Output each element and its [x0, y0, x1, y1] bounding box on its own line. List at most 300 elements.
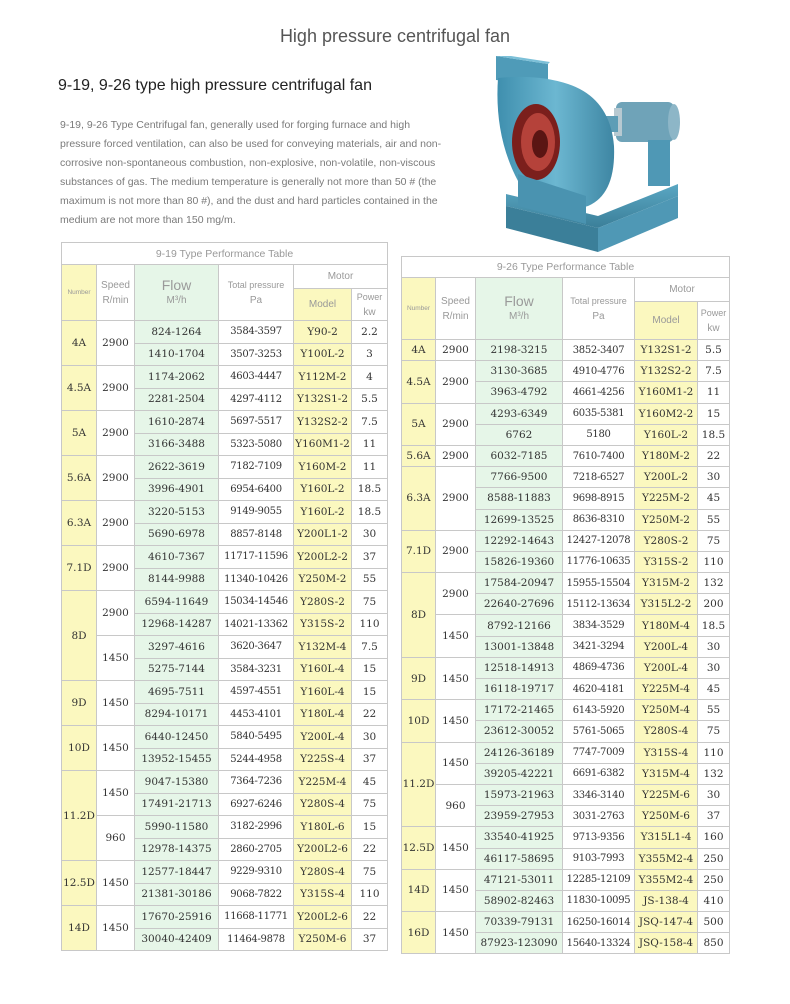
- total-pressure-header: [563, 278, 635, 340]
- pressure-cell: 7610-7400: [563, 445, 635, 466]
- power-cell: 5.5: [352, 388, 388, 411]
- fan-number-cell: 10D: [402, 700, 436, 742]
- motor-model-cell: Y315L1-4: [635, 827, 698, 848]
- product-description: 9-19, 9-26 Type Centrifugal fan, generally used for forging furnace and high pressure forced ventilation, can also be used for conveying materials, air and non-corrosive non-spontaneous combustion, non-explosive, non-volatile, non-viscous substances of gas. The medium temperature is generally not more than 50 # (the maximum is not more than 80 #), and the dust and hard particles contained in the medium are not more than 150 mg/m.: [60, 119, 442, 226]
- flow-cell: 16118-19717: [476, 679, 563, 700]
- speed-cell: 960: [436, 784, 476, 826]
- power-cell: 30: [352, 726, 388, 749]
- motor-model-cell: Y225M-4: [635, 679, 698, 700]
- model-header: Model: [294, 289, 352, 321]
- pressure-cell: 6927-6246: [219, 793, 294, 816]
- motor-model-cell: Y90-2: [294, 321, 352, 344]
- motor-model-cell: Y160L-2: [635, 424, 698, 445]
- pressure-cell: 14021-13362: [219, 613, 294, 636]
- flow-cell: 12978-14375: [135, 838, 219, 861]
- fan-number-cell: 11.2D: [402, 742, 436, 827]
- flow-cell: 12968-14287: [135, 613, 219, 636]
- flow-cell: 1174-2062: [135, 366, 219, 389]
- speed-header: [436, 278, 476, 340]
- flow-cell: 9047-15380: [135, 771, 219, 794]
- motor-model-cell: Y250M-6: [635, 806, 698, 827]
- motor-model-cell: Y315S-4: [294, 883, 352, 906]
- total-pressure-header: [219, 265, 294, 321]
- motor-model-cell: Y200L2-6: [294, 906, 352, 929]
- power-cell: 11: [352, 433, 388, 456]
- fan-number-cell: 12.5D: [62, 861, 97, 906]
- speed-header-label: Speed: [441, 295, 470, 307]
- table-row: [402, 742, 730, 763]
- power-cell: 75: [352, 591, 388, 614]
- fan-number-cell: 8D: [62, 591, 97, 681]
- pressure-cell: 11668-11771: [219, 906, 294, 929]
- pressure-cell: 15640-13324: [563, 933, 635, 954]
- flow-cell: 1610-2874: [135, 411, 219, 434]
- power-cell: 22: [352, 838, 388, 861]
- flow-cell: 824-1264: [135, 321, 219, 344]
- power-header-label: Power: [356, 291, 383, 302]
- pressure-cell: 3507-3253: [219, 343, 294, 366]
- power-cell: 160: [698, 827, 730, 848]
- speed-cell: 2900: [97, 591, 135, 636]
- pressure-cell: 4453-4101: [219, 703, 294, 726]
- power-cell: 2.2: [352, 321, 388, 344]
- pressure-cell: 4661-4256: [563, 382, 635, 403]
- table-row: [402, 361, 730, 382]
- fan-number-cell: 5.6A: [62, 456, 97, 501]
- fan-number-cell: 10D: [62, 726, 97, 771]
- table-row: [62, 816, 388, 839]
- pressure-cell: 4869-4736: [563, 657, 635, 678]
- table-row: [62, 456, 388, 479]
- power-cell: 75: [352, 793, 388, 816]
- speed-cell: 2900: [436, 340, 476, 361]
- flow-cell: 3996-4901: [135, 478, 219, 501]
- performance-table-9-19: [61, 242, 388, 951]
- power-cell: 110: [698, 742, 730, 763]
- centrifugal-fan-image: [488, 56, 694, 256]
- total-pressure-header-label: Total pressure: [227, 279, 285, 290]
- table-row: [402, 340, 730, 361]
- speed-cell: 2900: [97, 546, 135, 591]
- speed-cell: 1450: [97, 726, 135, 771]
- motor-model-cell: Y180M-4: [635, 615, 698, 636]
- table-row: [402, 573, 730, 594]
- pressure-cell: 2860-2705: [219, 838, 294, 861]
- fan-number-cell: 12.5D: [402, 827, 436, 869]
- flow-cell: 46117-58695: [476, 848, 563, 869]
- speed-cell: 2900: [97, 411, 135, 456]
- speed-cell: 1450: [97, 681, 135, 726]
- table-row: [62, 501, 388, 524]
- fan-number-cell: 7.1D: [402, 530, 436, 572]
- motor-model-cell: Y200L2-6: [294, 838, 352, 861]
- motor-model-cell: Y132S2-2: [635, 361, 698, 382]
- model-header: Model: [635, 302, 698, 340]
- flow-cell: 23959-27953: [476, 806, 563, 827]
- power-cell: 250: [698, 848, 730, 869]
- motor-model-cell: Y200L1-2: [294, 523, 352, 546]
- speed-cell: 2900: [436, 467, 476, 531]
- fan-number-cell: 9D: [402, 657, 436, 699]
- table-row: [62, 591, 388, 614]
- motor-model-cell: Y315S-2: [294, 613, 352, 636]
- table-row: [62, 726, 388, 749]
- table-caption-9-19: 9-19 Type Performance Table: [62, 243, 388, 265]
- fan-number-cell: 9D: [62, 681, 97, 726]
- motor-model-cell: Y225M-4: [294, 771, 352, 794]
- motor-model-cell: Y160L-4: [294, 658, 352, 681]
- pressure-cell: 12285-12109: [563, 869, 635, 890]
- pressure-cell: 9229-9310: [219, 861, 294, 884]
- pressure-cell: 11830-10095: [563, 890, 635, 911]
- pressure-cell: 3852-3407: [563, 340, 635, 361]
- pressure-cell: 3584-3597: [219, 321, 294, 344]
- power-cell: 11: [352, 456, 388, 479]
- motor-model-cell: Y132M-4: [294, 636, 352, 659]
- flow-cell: 13952-15455: [135, 748, 219, 771]
- power-cell: 30: [698, 784, 730, 805]
- pressure-cell: 12427-12078: [563, 530, 635, 551]
- motor-model-cell: Y315S-2: [635, 551, 698, 572]
- total-pressure-header-label: Total pressure: [570, 295, 627, 306]
- flow-cell: 17670-25916: [135, 906, 219, 929]
- table-row: [62, 861, 388, 884]
- power-cell: 75: [698, 530, 730, 551]
- fan-number-cell: 4.5A: [62, 366, 97, 411]
- pressure-cell: 6691-6382: [563, 763, 635, 784]
- power-cell: 55: [352, 568, 388, 591]
- flow-cell: 8294-10171: [135, 703, 219, 726]
- flow-cell: 3130-3685: [476, 361, 563, 382]
- power-cell: 410: [698, 890, 730, 911]
- motor-model-cell: Y160L-4: [294, 681, 352, 704]
- pressure-cell: 6035-5381: [563, 403, 635, 424]
- fan-number-cell: 6.3A: [402, 467, 436, 531]
- power-cell: 11: [698, 382, 730, 403]
- pressure-cell: 4297-4112: [219, 388, 294, 411]
- power-header-label: Power: [700, 307, 727, 318]
- flow-cell: 4695-7511: [135, 681, 219, 704]
- power-cell: 22: [352, 906, 388, 929]
- power-cell: 45: [698, 488, 730, 509]
- table-row: [402, 827, 730, 848]
- speed-cell: 1450: [436, 912, 476, 954]
- flow-cell: 15826-19360: [476, 551, 563, 572]
- power-header: [698, 302, 730, 340]
- speed-cell: 2900: [97, 321, 135, 366]
- power-header: [352, 289, 388, 321]
- pressure-cell: 16250-16014: [563, 912, 635, 933]
- motor-model-cell: Y160L-2: [294, 478, 352, 501]
- flow-cell: 12699-13525: [476, 509, 563, 530]
- speed-cell: 1450: [97, 861, 135, 906]
- flow-cell: 1410-1704: [135, 343, 219, 366]
- flow-cell: 2198-3215: [476, 340, 563, 361]
- motor-model-cell: Y132S2-2: [294, 411, 352, 434]
- motor-model-cell: Y315L2-2: [635, 594, 698, 615]
- pressure-cell: 3620-3647: [219, 636, 294, 659]
- power-cell: 132: [698, 573, 730, 594]
- power-cell: 30: [698, 636, 730, 657]
- pressure-cell: 3346-3140: [563, 784, 635, 805]
- motor-model-cell: Y225S-4: [294, 748, 352, 771]
- table-row: [62, 771, 388, 794]
- motor-model-cell: Y200L-4: [635, 636, 698, 657]
- power-unit: kw: [363, 306, 376, 318]
- pressure-cell: 3834-3529: [563, 615, 635, 636]
- motor-model-cell: Y280S-4: [635, 721, 698, 742]
- motor-model-cell: Y250M-4: [635, 700, 698, 721]
- pressure-cell: 8857-8148: [219, 523, 294, 546]
- power-unit: kw: [707, 322, 720, 334]
- power-cell: 850: [698, 933, 730, 954]
- power-cell: 37: [352, 748, 388, 771]
- table-row: [402, 530, 730, 551]
- power-cell: 250: [698, 869, 730, 890]
- table-row: [62, 366, 388, 389]
- pressure-cell: 5180: [563, 424, 635, 445]
- pressure-cell: 15034-14546: [219, 591, 294, 614]
- motor-model-cell: Y225M-2: [635, 488, 698, 509]
- power-cell: 22: [698, 445, 730, 466]
- flow-cell: 39205-42221: [476, 763, 563, 784]
- motor-header: Motor: [635, 278, 730, 302]
- flow-cell: 3963-4792: [476, 382, 563, 403]
- flow-cell: 12518-14913: [476, 657, 563, 678]
- motor-model-cell: Y160M2-2: [635, 403, 698, 424]
- pressure-cell: 5697-5517: [219, 411, 294, 434]
- flow-header-label: Flow: [504, 292, 534, 309]
- power-cell: 55: [698, 700, 730, 721]
- flow-cell: 7766-9500: [476, 467, 563, 488]
- flow-cell: 4610-7367: [135, 546, 219, 569]
- pressure-cell: 5761-5065: [563, 721, 635, 742]
- speed-unit: R/min: [102, 294, 129, 306]
- flow-header-label: Flow: [161, 276, 192, 293]
- pressure-cell: 3031-2763: [563, 806, 635, 827]
- flow-unit: M³/h: [509, 310, 529, 322]
- fan-number-cell: 8D: [402, 573, 436, 658]
- table-row: [402, 403, 730, 424]
- power-cell: 30: [698, 657, 730, 678]
- flow-cell: 47121-53011: [476, 869, 563, 890]
- speed-cell: 2900: [436, 403, 476, 445]
- power-cell: 30: [352, 523, 388, 546]
- flow-cell: 8588-11883: [476, 488, 563, 509]
- table-row: [62, 321, 388, 344]
- table-row: [402, 615, 730, 636]
- table-row: [62, 681, 388, 704]
- speed-cell: 960: [97, 816, 135, 861]
- flow-cell: 24126-36189: [476, 742, 563, 763]
- motor-model-cell: Y160M-2: [294, 456, 352, 479]
- flow-cell: 70339-79131: [476, 912, 563, 933]
- table-row: [62, 546, 388, 569]
- pressure-cell: 9103-7993: [563, 848, 635, 869]
- pressure-cell: 11717-11596: [219, 546, 294, 569]
- pressure-unit: Pa: [592, 310, 605, 322]
- motor-model-cell: Y160M1-2: [635, 382, 698, 403]
- speed-cell: 1450: [436, 869, 476, 911]
- motor-model-cell: Y315M-4: [635, 763, 698, 784]
- speed-unit: R/min: [442, 310, 469, 322]
- page-title: High pressure centrifugal fan: [279, 26, 511, 46]
- motor-model-cell: JS-138-4: [635, 890, 698, 911]
- flow-header: [476, 278, 563, 340]
- flow-cell: 17172-21465: [476, 700, 563, 721]
- fan-number-cell: 4A: [402, 340, 436, 361]
- flow-cell: 33540-41925: [476, 827, 563, 848]
- table-caption-9-26: 9-26 Type Performance Table: [402, 257, 730, 278]
- speed-header: [97, 265, 135, 321]
- pressure-cell: 15112-13634: [563, 594, 635, 615]
- flow-cell: 15973-21963: [476, 784, 563, 805]
- motor-model-cell: Y132S1-2: [294, 388, 352, 411]
- motor-model-cell: Y200L-4: [635, 657, 698, 678]
- flow-cell: 12292-14643: [476, 530, 563, 551]
- speed-cell: 2900: [97, 501, 135, 546]
- pressure-cell: 5840-5495: [219, 726, 294, 749]
- pressure-cell: 3584-3231: [219, 658, 294, 681]
- motor-model-cell: Y355M2-4: [635, 848, 698, 869]
- table-row: [402, 784, 730, 805]
- motor-model-cell: Y160M1-2: [294, 433, 352, 456]
- power-cell: 37: [352, 928, 388, 951]
- flow-cell: 5275-7144: [135, 658, 219, 681]
- fan-number-cell: 5A: [402, 403, 436, 445]
- power-cell: 18.5: [698, 424, 730, 445]
- table-row: [402, 700, 730, 721]
- motor-model-cell: Y250M-2: [635, 509, 698, 530]
- power-cell: 18.5: [352, 501, 388, 524]
- flow-cell: 12577-18447: [135, 861, 219, 884]
- motor-model-cell: JSQ-158-4: [635, 933, 698, 954]
- pressure-cell: 3182-2996: [219, 816, 294, 839]
- power-cell: 7.5: [352, 636, 388, 659]
- flow-cell: 13001-13848: [476, 636, 563, 657]
- motor-model-cell: Y250M-6: [294, 928, 352, 951]
- speed-cell: 2900: [97, 456, 135, 501]
- pressure-cell: 9149-9055: [219, 501, 294, 524]
- flow-cell: 2281-2504: [135, 388, 219, 411]
- motor-model-cell: Y100L-2: [294, 343, 352, 366]
- flow-unit: M³/h: [166, 294, 187, 306]
- motor-model-cell: Y200L2-2: [294, 546, 352, 569]
- table-row: [402, 467, 730, 488]
- fan-number-cell: 6.3A: [62, 501, 97, 546]
- number-header: [402, 278, 436, 340]
- pressure-cell: 7747-7009: [563, 742, 635, 763]
- motor-model-cell: Y280S-2: [635, 530, 698, 551]
- fan-number-cell: 4A: [62, 321, 97, 366]
- motor-model-cell: Y180M-2: [635, 445, 698, 466]
- pressure-cell: 4597-4551: [219, 681, 294, 704]
- flow-cell: 8144-9988: [135, 568, 219, 591]
- power-cell: 30: [698, 467, 730, 488]
- speed-cell: 1450: [436, 657, 476, 699]
- number-header-label: Number: [67, 289, 91, 296]
- flow-header: [135, 265, 219, 321]
- pressure-cell: 6143-5920: [563, 700, 635, 721]
- power-cell: 75: [352, 861, 388, 884]
- speed-cell: 1450: [97, 636, 135, 681]
- speed-cell: 2900: [436, 361, 476, 403]
- fan-number-cell: 14D: [402, 869, 436, 911]
- motor-model-cell: Y355M2-4: [635, 869, 698, 890]
- flow-cell: 3166-3488: [135, 433, 219, 456]
- motor-model-cell: Y112M-2: [294, 366, 352, 389]
- flow-cell: 2622-3619: [135, 456, 219, 479]
- motor-model-cell: JSQ-147-4: [635, 912, 698, 933]
- power-cell: 15: [352, 658, 388, 681]
- number-header: [62, 265, 97, 321]
- flow-cell: 17491-21713: [135, 793, 219, 816]
- power-cell: 200: [698, 594, 730, 615]
- pressure-cell: 7364-7236: [219, 771, 294, 794]
- power-cell: 7.5: [352, 411, 388, 434]
- pressure-cell: 15955-15504: [563, 573, 635, 594]
- motor-model-cell: Y132S1-2: [635, 340, 698, 361]
- performance-table-9-26: [401, 256, 730, 954]
- table-row: [402, 869, 730, 890]
- flow-cell: 22640-27696: [476, 594, 563, 615]
- power-cell: 55: [698, 509, 730, 530]
- fan-number-cell: 16D: [402, 912, 436, 954]
- power-cell: 45: [352, 771, 388, 794]
- fan-number-cell: 11.2D: [62, 771, 97, 861]
- pressure-unit: Pa: [249, 294, 263, 306]
- fan-number-cell: 7.1D: [62, 546, 97, 591]
- speed-cell: 1450: [436, 615, 476, 657]
- pressure-cell: 5244-4958: [219, 748, 294, 771]
- speed-cell: 2900: [436, 530, 476, 572]
- power-cell: 110: [352, 613, 388, 636]
- pressure-cell: 4620-4181: [563, 679, 635, 700]
- speed-cell: 1450: [97, 771, 135, 816]
- pressure-cell: 11464-9878: [219, 928, 294, 951]
- flow-cell: 5990-11580: [135, 816, 219, 839]
- flow-cell: 6440-12450: [135, 726, 219, 749]
- power-cell: 132: [698, 763, 730, 784]
- pressure-cell: 8636-8310: [563, 509, 635, 530]
- power-cell: 22: [352, 703, 388, 726]
- number-header-label: Number: [406, 305, 431, 312]
- flow-cell: 6762: [476, 424, 563, 445]
- flow-cell: 6594-11649: [135, 591, 219, 614]
- flow-cell: 6032-7185: [476, 445, 563, 466]
- pressure-cell: 4603-4447: [219, 366, 294, 389]
- flow-cell: 17584-20947: [476, 573, 563, 594]
- pressure-cell: 7218-6527: [563, 467, 635, 488]
- motor-model-cell: Y200L-4: [294, 726, 352, 749]
- power-cell: 37: [352, 546, 388, 569]
- pressure-cell: 3421-3294: [563, 636, 635, 657]
- speed-cell: 2900: [436, 445, 476, 466]
- speed-cell: 2900: [97, 366, 135, 411]
- flow-cell: 30040-42409: [135, 928, 219, 951]
- speed-cell: 1450: [436, 827, 476, 869]
- section-heading: 9-19, 9-26 type high pressure centrifugal fan: [58, 77, 372, 94]
- flow-cell: 4293-6349: [476, 403, 563, 424]
- pressure-cell: 6954-6400: [219, 478, 294, 501]
- motor-model-cell: Y280S-4: [294, 861, 352, 884]
- motor-model-cell: Y315S-4: [635, 742, 698, 763]
- power-cell: 18.5: [698, 615, 730, 636]
- motor-model-cell: Y225M-6: [635, 784, 698, 805]
- table-row: [402, 445, 730, 466]
- flow-cell: 58902-82463: [476, 890, 563, 911]
- power-cell: 75: [698, 721, 730, 742]
